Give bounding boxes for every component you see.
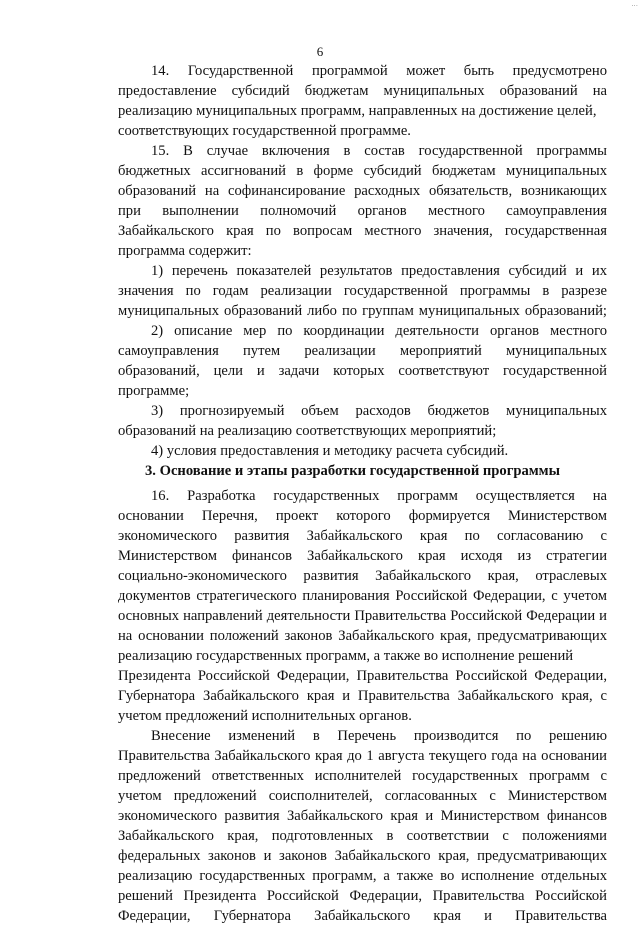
- text-line: 16. Разработка государственных программ осуществляется на: [151, 488, 607, 504]
- text-line: учетом предложений исполнительных органов.: [118, 708, 412, 724]
- text-line: муниципальных образований либо по группам муниципальных образований;: [118, 303, 607, 319]
- text-line: Забайкальского края, подготовленных в соответствии с положениями: [118, 828, 607, 844]
- text-line: основных направлений деятельности Правительства Российской Федерации и: [118, 608, 607, 624]
- text-line: Министерством финансов Забайкальского края исходя из стратегии: [118, 548, 607, 564]
- text-line: самоуправления путем реализации мероприятий муниципальных: [118, 343, 607, 359]
- text-line: 3) прогнозируемый объем расходов бюджетов муниципальных: [151, 403, 607, 419]
- text-line: 1) перечень показателей результатов предоставления субсидий и их: [151, 263, 607, 279]
- text-line: социально-экономического развития Забайкальского края, отраслевых: [118, 568, 607, 584]
- text-line: основании Перечня, проект которого формируется Министерством: [118, 508, 607, 524]
- text-line: бюджетных ассигнований в форме субсидий бюджетам муниципальных: [118, 163, 607, 179]
- text-line: при выполнении полномочий органов местного самоуправления: [118, 203, 607, 219]
- text-line: реализацию муниципальных программ, направленных на достижение целей,: [118, 103, 597, 119]
- text-line: 4) условия предоставления и методику расчета субсидий.: [151, 443, 509, 459]
- text-line: Внесение изменений в Перечень производится по решению: [151, 728, 607, 744]
- text-line: соответствующих государственной программе.: [118, 123, 411, 139]
- text-line: 2) описание мер по координации деятельности органов местного: [151, 323, 607, 339]
- text-line: федеральных законов и законов Забайкальского края, предусматривающих: [118, 848, 607, 864]
- text-line: экономического развития Забайкальского края по согласованию с: [118, 528, 607, 544]
- text-line: реализацию государственных программ, а также во исполнение решений: [118, 648, 574, 664]
- text-line: документов стратегического планирования Российской Федерации, с учетом: [118, 588, 607, 604]
- text-line: значения по годам реализации государственной программы в разрезе: [118, 283, 607, 299]
- text-line: программа содержит:: [118, 243, 252, 259]
- text-line: программе;: [118, 383, 190, 399]
- document-body: [118, 61, 607, 926]
- text-line: 14. Государственной программой может быть предусмотрено: [151, 63, 607, 79]
- text-line: 15. В случае включения в состав государственной программы: [151, 143, 607, 159]
- text-line: образований на реализацию соответствующих мероприятий;: [118, 423, 497, 439]
- text-line: экономического развития Забайкальского края и Министерством финансов: [118, 808, 607, 824]
- text-line: предложений ответственных исполнителей государственных программ с: [118, 768, 607, 784]
- text-line: на основании положений законов Забайкальского края, предусматривающих: [118, 628, 607, 644]
- text-line: реализацию государственных программ, а также во исполнение отдельных: [118, 868, 607, 884]
- text-line: предоставление субсидий бюджетам муниципальных образований на: [118, 83, 607, 99]
- text-line: Федерации, Губернатора Забайкальского края и Правительства: [118, 908, 607, 924]
- page-number: 6: [316, 44, 324, 59]
- text-line: решений Президента Российской Федерации, Правительства Российской: [118, 888, 607, 904]
- corner-mark: ...: [631, 0, 638, 8]
- text-line: учетом предложений соисполнителей, согласованных с Министерством: [118, 788, 607, 804]
- text-line: Правительства Забайкальского края до 1 августа текущего года на основании: [118, 748, 607, 764]
- text-line: Губернатора Забайкальского края и Правительства Забайкальского края, с: [118, 688, 607, 704]
- text-line: Забайкальского края по вопросам местного значения, государственная: [118, 223, 607, 239]
- text-line: Президента Российской Федерации, Правительства Российской Федерации,: [118, 668, 607, 684]
- text-line: образований на софинансирование расходных обязательств, возникающих: [118, 183, 607, 199]
- section-heading: 3. Основание и этапы разработки государственной программы: [145, 463, 561, 479]
- text-line: образований, цели и задачи которых соответствуют государственной: [118, 363, 607, 379]
